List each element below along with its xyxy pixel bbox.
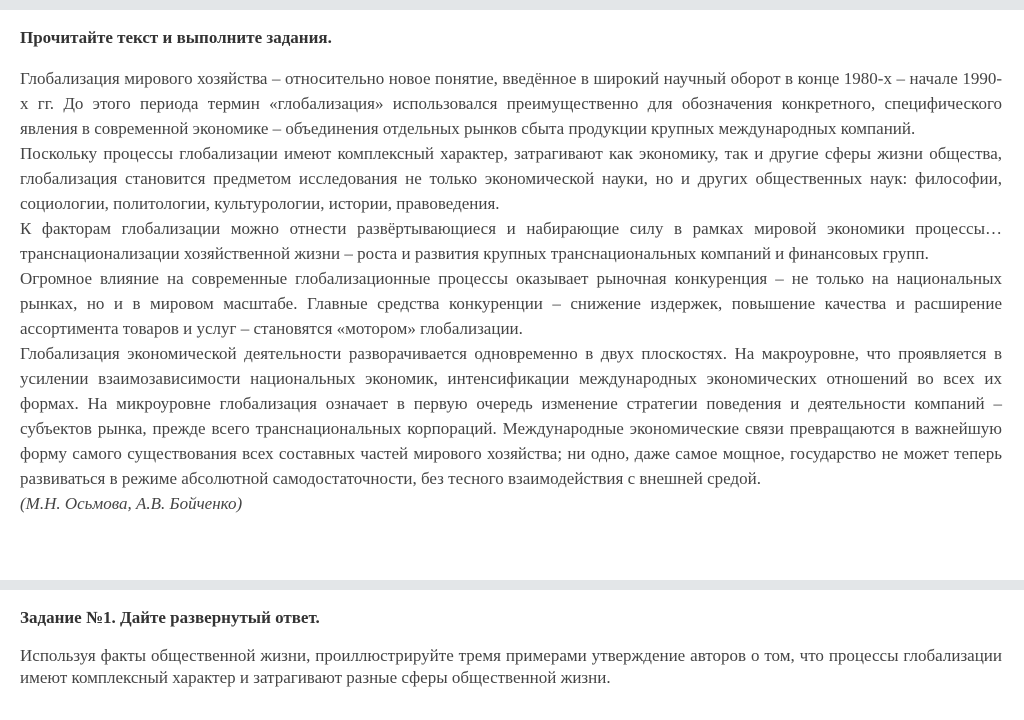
task-1-text: Используя факты общественной жизни, проиллюстрируйте тремя примерами утверждение авторов о том, что процессы глобализации имеют комплексный характер и затрагивают разные сферы общественной жизни. (20, 646, 1002, 687)
task-1-title: Задание №1. Дайте развернутый ответ. (20, 608, 320, 627)
reading-card (0, 10, 1024, 580)
reading-paragraph-5: Глобализация экономической деятельности разворачивается одновременно в двух плоскостях. На макроуровне, что проявляется в усилении взаимозависимости национальных экономик, интенсификации международных экономических отношений во всех их формах. На микроуровне глобализация означает в первую очередь изменение стратегии поведения и деятельности компаний – субъектов рынка, прежде всего транснациональных корпораций. Международные экономические связи превращаются в важнейшую форму самого существования всех составных частей мирового хозяйства; ни одно, даже самое мощное, государство не может теперь развиваться в режиме абсолютной самодостаточности, без тесного взаимодействия с внешней средой. (20, 344, 1002, 488)
reading-paragraph-3: К факторам глобализации можно отнести развёртывающиеся и набирающие силу в рамках мировой экономики процессы… транснационализации хозяйственной жизни – роста и развития крупных транснациональных компаний и финансовых групп. (20, 219, 1002, 263)
reading-paragraph-2: Поскольку процессы глобализации имеют комплексный характер, затрагивают как экономику, так и другие сферы жизни общества, глобализация становится предметом исследования не только экономической науки, но и других общественных наук: философии, социологии, политологии, культурологии, истории, правоведения. (20, 144, 1002, 213)
source-authors: (М.Н. Осьмова, А.В. Бойченко) (20, 494, 243, 513)
reading-paragraph-1: Глобализация мирового хозяйства – относительно новое понятие, введённое в широкий научный оборот в конце 1980-х – начале 1990-х гг. До этого периода термин «глобализация» использовался преимущественно для обозначения конкретного, специфического явления в современной экономике – объединения отдельных рынков сбыта продукции крупных международных компаний. (20, 69, 1002, 138)
reading-instruction: Прочитайте текст и выполните задания. (20, 28, 332, 47)
reading-paragraph-4: Огромное влияние на современные глобализационные процессы оказывает рыночная конкуренция – не только на национальных рынках, но и в мировом масштабе. Главные средства конкуренции – снижение издержек, повышение качества и расширение ассортимента товаров и услуг – становятся «мотором» глобализации. (20, 269, 1002, 338)
task-card (0, 590, 1024, 720)
